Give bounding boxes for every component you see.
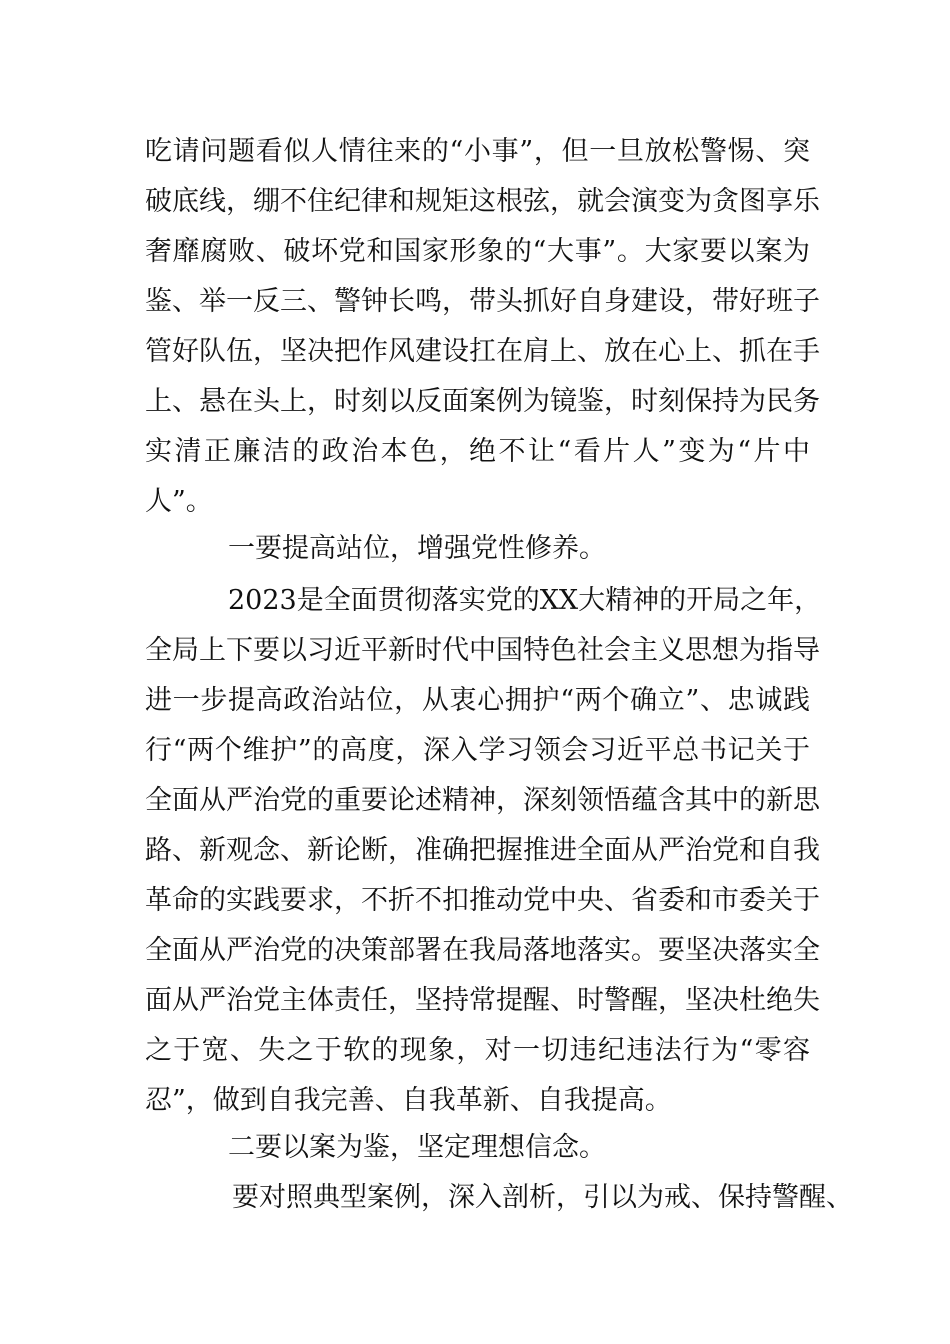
- text-line: 进一步提高政治站位，从衷心拥护“两个确立”、忠诚践: [145, 685, 810, 716]
- text-line: 人”。: [145, 486, 213, 517]
- text-line: 全面从严治党的重要论述精神，深刻领悟蕴含其中的新思: [145, 785, 820, 816]
- text-line: 吃请问题看似人情往来的“小事”，但一旦放松警惕、突: [145, 136, 810, 167]
- text-line: 2023是全面贯彻落实党的XX大精神的开局之年，: [228, 585, 822, 616]
- text-line: 路、新观念、新论断，准确把握推进全面从严治党和自我: [145, 835, 820, 866]
- text-line: 上、悬在头上，时刻以反面案例为镜鉴，时刻保持为民务: [145, 386, 820, 417]
- text-line: 之于宽、失之于软的现象，对一切违纪违法行为“零容: [145, 1035, 810, 1066]
- text-line: 管好队伍，坚决把作风建设扛在肩上、放在心上、抓在手: [145, 336, 820, 367]
- section-heading: 二要以案为鉴，坚定理想信念。: [228, 1132, 606, 1163]
- text-line: 面从严治党主体责任，坚持常提醒、时警醒，坚决杜绝失: [145, 985, 820, 1016]
- section-heading: 一要提高站位，增强党性修养。: [228, 533, 606, 564]
- text-line: 全局上下要以习近平新时代中国特色社会主义思想为指导: [145, 635, 820, 666]
- text-line: 忍”，做到自我完善、自我革新、自我提高。: [145, 1085, 672, 1116]
- text-line: 实清正廉洁的政治本色，绝不让“看片人”变为“片中: [145, 436, 810, 467]
- text-line: 全面从严治党的决策部署在我局落地落实。要坚决落实全: [145, 935, 820, 966]
- text-line: 要对照典型案例，深入剖析，引以为戒、保持警醒、: [232, 1182, 853, 1213]
- text-line: 革命的实践要求，不折不扣推动党中央、省委和市委关于: [145, 885, 820, 916]
- text-line: 行“两个维护”的高度，深入学习领会习近平总书记关于: [145, 735, 810, 766]
- text-line: 奢靡腐败、破坏党和国家形象的“大事”。大家要以案为: [145, 236, 810, 267]
- text-line: 破底线，绷不住纪律和规矩这根弦，就会演变为贪图享乐: [145, 186, 820, 217]
- text-line: 鉴、举一反三、警钟长鸣，带头抓好自身建设，带好班子: [145, 286, 820, 317]
